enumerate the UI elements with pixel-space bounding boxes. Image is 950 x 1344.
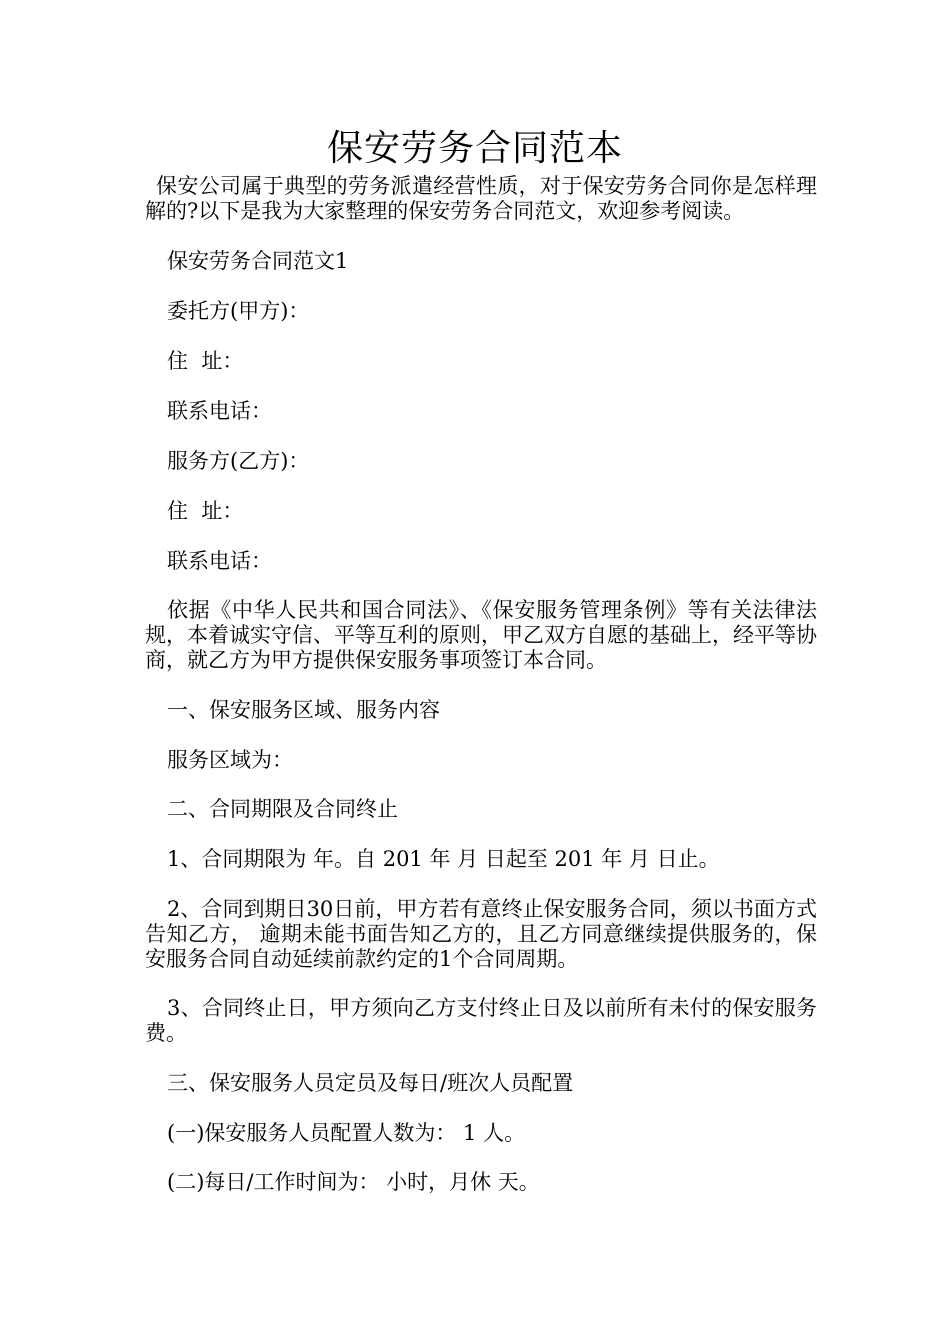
party-a-label: 委托方(甲方)： [167,299,310,323]
section-heading-3: 三、保安服务人员定员及每日/班次人员配置 [167,1071,574,1095]
staffing-clause-2: (二)每日/工作时间为： 小时，月休 天。 [167,1170,540,1194]
party-a-phone: 联系电话： [167,399,272,423]
document-title: 保安劳务合同范本 [326,128,623,169]
section-heading-2: 二、合同期限及合同终止 [167,797,398,821]
party-a-address: 住 址： [167,349,244,373]
party-b-address: 住 址： [167,499,244,523]
party-b-label: 服务方(乙方)： [167,449,310,473]
term-clause-3: 3、合同终止日，甲方须向乙方支付终止日及以前所有未付的保安服务费。 [145,996,817,1045]
legal-basis-paragraph: 依据《中华人民共和国合同法》、《保安服务管理条例》等有关法律法规，本着诚实守信、平等互利的原则，甲乙双方自愿的基础上，经平等协商，就乙方为甲方提供保安服务事项签订本合同。 [145,598,817,672]
staffing-clause-1: (一)保安服务人员配置人数为： 1 人。 [167,1121,526,1145]
section-heading-sample-1: 保安劳务合同范文1 [167,249,349,273]
party-b-phone: 联系电话： [167,549,272,573]
intro-paragraph: 保安公司属于典型的劳务派遣经营性质，对于保安劳务合同你是怎样理解的?以下是我为大家整理的保安劳务合同范文，欢迎参考阅读。 [145,174,817,223]
service-area-line: 服务区域为： [167,748,293,772]
term-clause-1: 1、合同期限为 年。自 201 年 月 日起至 201 年 月 日止。 [167,847,720,871]
term-clause-2: 2、合同到期日30日前，甲方若有意终止保安服务合同，须以书面方式告知乙方， 逾期未能书面告知乙方的，且乙方同意继续提供服务的，保安服务合同自动延续前款约定的1个合同周期。 [145,897,817,971]
section-heading-1: 一、保安服务区域、服务内容 [167,698,440,722]
